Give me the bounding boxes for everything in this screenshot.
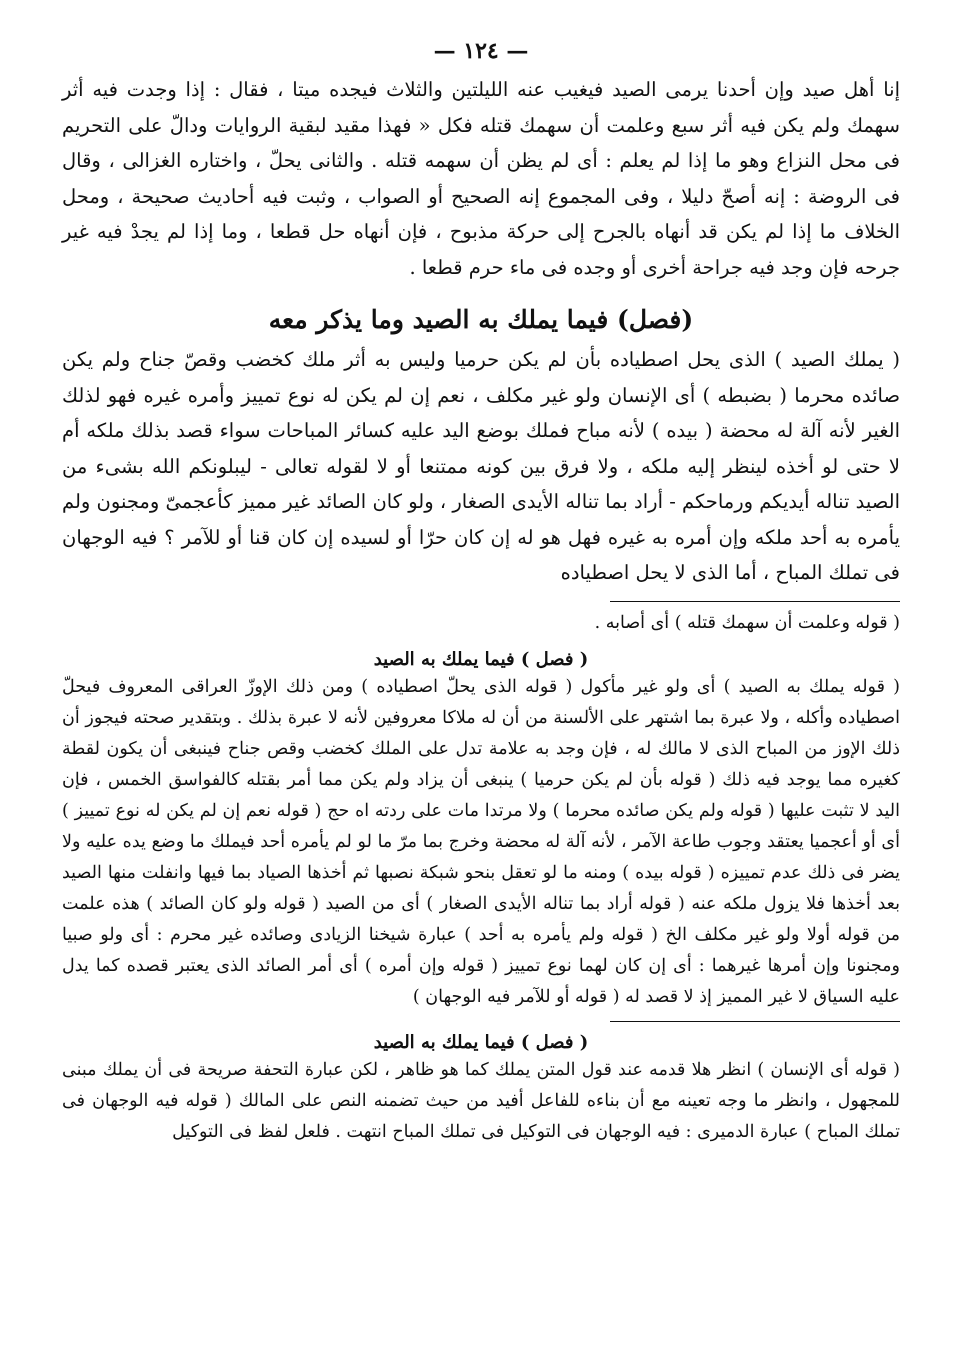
- main-paragraph-1: إنا أهل صيد وإن أحدنا يرمى الصيد فيغيب عنه الليلتين والثلاث فيجده ميتا ، فقال : إذا وجدت فيه أثر سهمك ولم يكن فيه أثر سبع وعلمت أن سهمك قتله فكل « فهذا مقيد لبقية الروايات ودالّ على التحريم فى محل النزاع وهو ما إذا لم يعلم : أى لم يظن أن سهمه قتله . والثانى يحلّ ، واختاره الغزالى ، وقال فى الروضة : إنه أصحّ دليلا ، وفى المجموع إنه الصحيح أو الصواب ، وثبت فيه أحاديث صحيحة ، ومحل الخلاف ما إذا لم يكن قد أنهاه بالجرح إلى حركة مذبوح ، فإن أنهاه حل قطعا ، وما إذا لم يجدْ فيه غير جرحه فإن وجد فيه جراحة أخرى أو وجده فى ماء حرم قطعا .: [62, 78, 900, 279]
- footnote-divider-2: [610, 1021, 900, 1022]
- footnote-2: ( قوله يملك به الصيد ) أى ولو غير مأكول ( قوله الذى يحلّ اصطياده ) ومن ذلك الإوزّ العراقى المعروف فيحلّ اصطياده وأكله ، ولا عبرة بما اشتهر على الألسنة من أن له ملاكا معروفين لأنه لا عبرة بذلك . وبتقدير صحته فيجوز أن ذلك الإوز من المباح الذى لا مالك له ، فإن وجد به علامة تدل على الملك كخضب وقص جناح فينبغى أن يكون لقطة كغيره مما يوجد فيه ذلك ( قوله بأن لم يكن حرميا ) ينبغى أن يزاد ولم يكن مما أمر بقتله كالفواسق الخمس ، فإن اليد لا تثبت عليها ( قوله ولم يكن صائده محرما ) ولا مرتدا مات على ردته اه حج ( قوله نعم إن لم يكن له نوع تمييز ) أى أو أعجميا يعتقد وجوب طاعة الآمر ، لأنه آلة له محضة وخرج بما مرّ ما لو لم يأمره أحد فيملك ما وضع يده عليه ولا يضر فى ذلك عدم تمييزه ( قوله بيده ) ومنه ما لو تعقل بنحو شبكة نصبها ثم أخذها الصياد بما فيها وانفلت منها الصيد بعد أخذها فلا يزول ملكه عنه ( قوله أراد بما تناله الأيدى الصغار ) أى من الصيد ( قوله ولو كان الصائد ) هذه علمت من قوله أولا ولو غير مكلف الخ ( قوله ولم يأمره به أحد ) عبارة شيخنا الزيادى وصائده غير محرم : أى ولو صبيا ومجنونا وإن أمرها غيرهما : أى إن كان لهما نوع تمييز ( قوله وإن أمره ) أى أمر الصائد الذى يعتبر قصده كما يدل عليه السياق لا غير المميز إذ لا قصد له ( قوله أو للآمر فيه الوجهان ): [62, 676, 900, 1007]
- section-title: (فصل) فيما يملك به الصيد وما يذكر معه: [268, 305, 694, 334]
- footnote-section-title-1: ( فصل ) فيما يملك به الصيد: [373, 648, 589, 670]
- footnote-divider: [610, 601, 900, 602]
- page-number: — ١٢٤ —: [433, 38, 529, 64]
- footnote-section-title-2: ( فصل ) فيما يملك به الصيد: [373, 1031, 589, 1053]
- footnote-1: ( قوله وعلمت أن سهمك قتله ) أى أصابه .: [594, 612, 900, 633]
- main-paragraph-2: ( يملك الصيد ) الذى يحل اصطياده بأن لم يكن حرميا وليس به أثر ملك كخضب وقصّ جناح ولم يكن صائده محرما ( بضبطه ) أى الإنسان ولو غير مكلف ، نعم إن لم يكن له نوع تمييز وأمره غيره فهو لذلك الغير لأنه آلة له محضة ( بيده ) لأنه مباح فملك بوضع اليد عليه كسائر المباحات سواء قصد بذلك ملكه أم لا حتى لو أخذه لينظر إليه ملكه ، ولا فرق بين كونه ممتنعا أو لا لقوله تعالى - ليبلونكم الله بشىء من الصيد تناله أيديكم ورماحكم - أراد بما تناله الأيدى الصغار ، ولو كان الصائد غير مميز كأعجمىّ ومجنون ولم يأمره به أحد ملكه وإن أمره به غيره فهل هو له إن كان حرّا أو لسيده إن كان قنا أو للآمر ؟ فيه الوجهان فى تملك المباح ، أما الذى لا يحل اصطياده: [62, 348, 900, 584]
- footnote-3: ( قوله أى الإنسان ) انظر هلا قدمه عند قول المتن يملك كما هو ظاهر ، لكن عبارة التحفة صريحة فى أن يملك مبنى للمجهول ، وانظر ما وجه تعينه مع أن بناءه للفاعل أفيد من حيث تضمنه النص على المالك ( قوله فيه الوجهان فى تملك المباح ) عبارة الدميرى : فيه الوجهان فى التوكيل فى تملك المباح انتهت . فلعل لفظ فى التوكيل: [62, 1059, 900, 1142]
